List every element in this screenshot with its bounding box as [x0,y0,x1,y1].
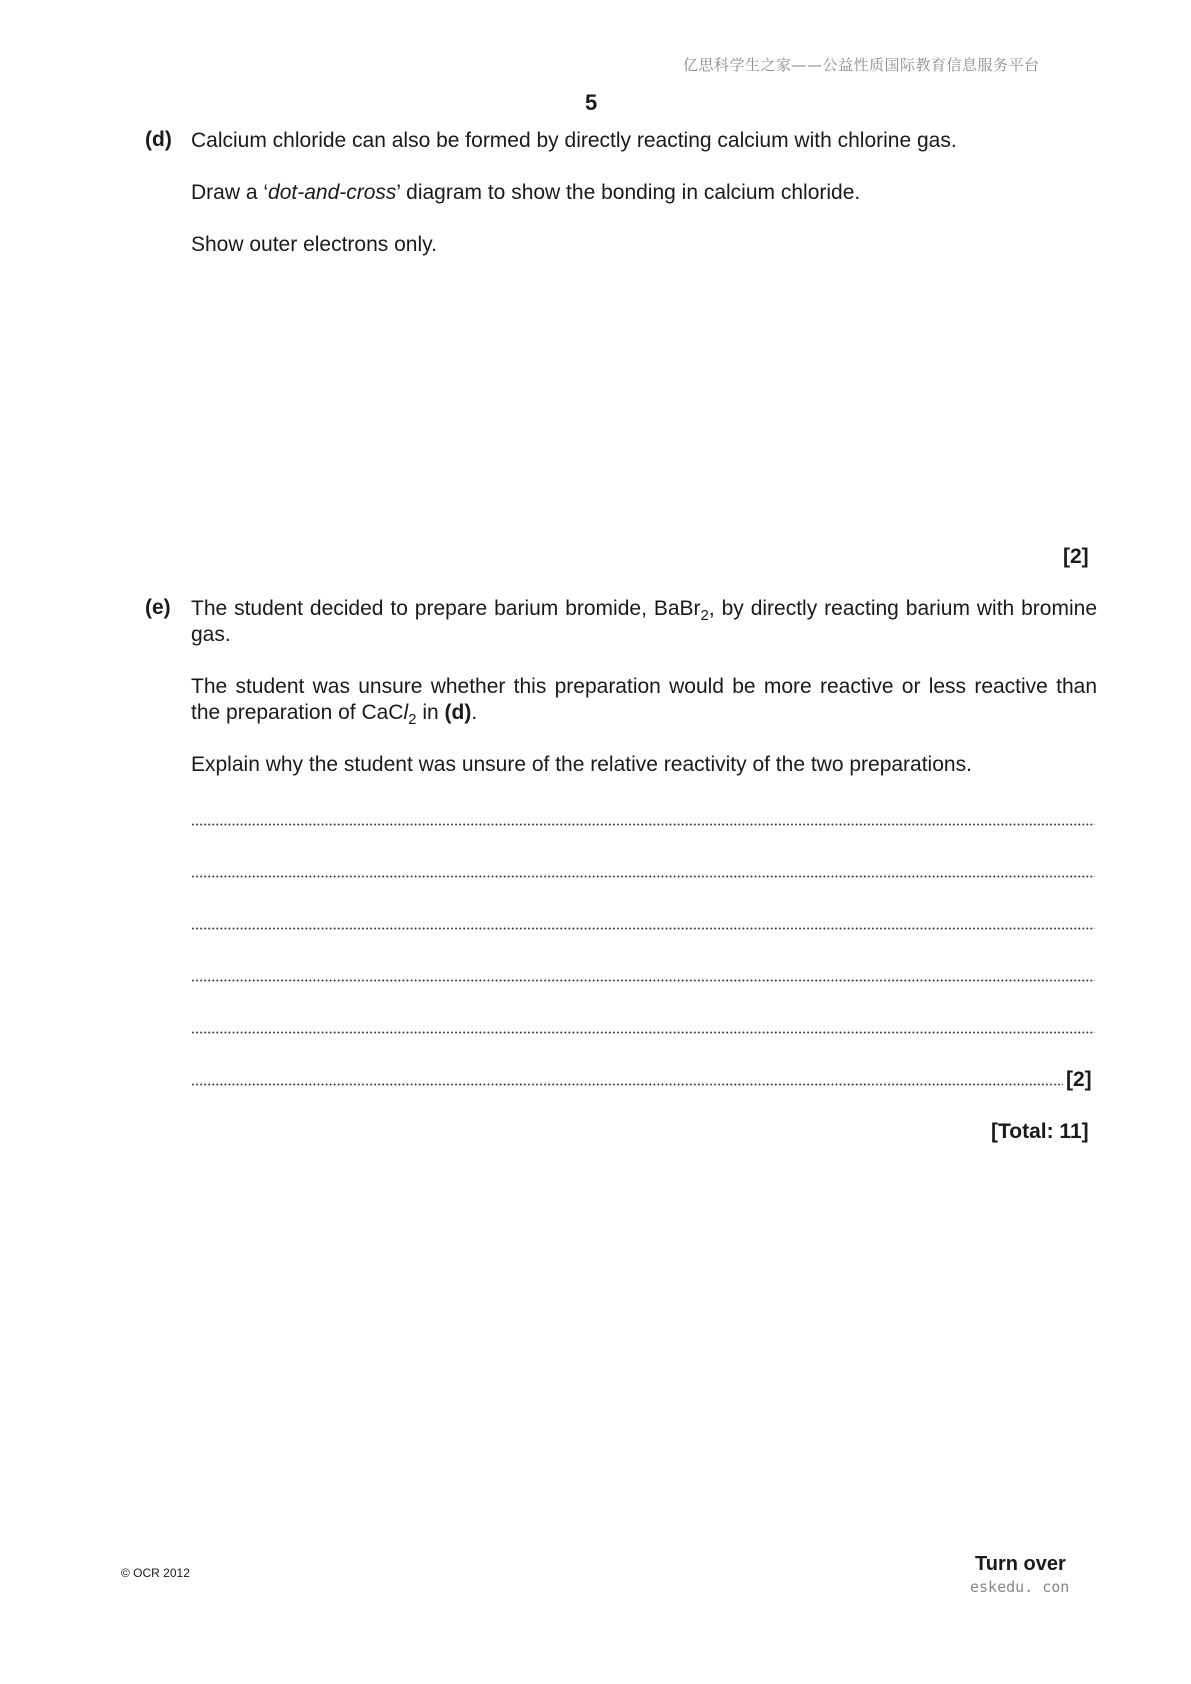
header-watermark: 亿思科学生之家——公益性质国际教育信息服务平台 [683,56,1040,74]
answer-line[interactable] [191,1031,1095,1034]
part-e-marks: [2] [1066,1068,1092,1091]
diagram-answer-space[interactable] [191,270,1097,520]
question-total: [Total: 11] [991,1120,1089,1143]
question-label-d: (d) [145,128,172,151]
dot-and-cross-term: dot-and-cross [268,181,397,204]
answer-line[interactable] [191,1083,1063,1086]
part-d-marks: [2] [1063,545,1089,568]
page-number: 5 [585,90,598,115]
copyright: © OCR 2012 [121,1566,190,1580]
answer-line[interactable] [191,875,1095,878]
part-d-line-1: Calcium chloride can also be formed by directly reacting calcium with chlorine gas. [191,129,957,152]
part-e-paragraph-3: Explain why the student was unsure of the relative reactivity of the two preparations. [191,753,972,776]
question-label-e: (e) [145,596,171,619]
answer-line[interactable] [191,979,1095,982]
turn-over: Turn over [975,1553,1066,1575]
answer-line[interactable] [191,927,1095,930]
part-d-line-3: Show outer electrons only. [191,233,437,256]
part-e-paragraph-2: The student was unsure whether this preparation would be more reactive or less reactive than the preparation of CaCl$_2$ in (d). [191,675,1097,728]
footer-watermark: eskedu. con [970,1578,1070,1596]
part-d-line-2: Draw a ‘dot-and-cross’ diagram to show the bonding in calcium chloride. [191,181,861,204]
part-e-paragraph-1: The student decided to prepare barium bromide, BaBr$_2$, by directly reacting barium with bromine gas. [191,597,1097,646]
answer-line[interactable] [191,823,1095,826]
